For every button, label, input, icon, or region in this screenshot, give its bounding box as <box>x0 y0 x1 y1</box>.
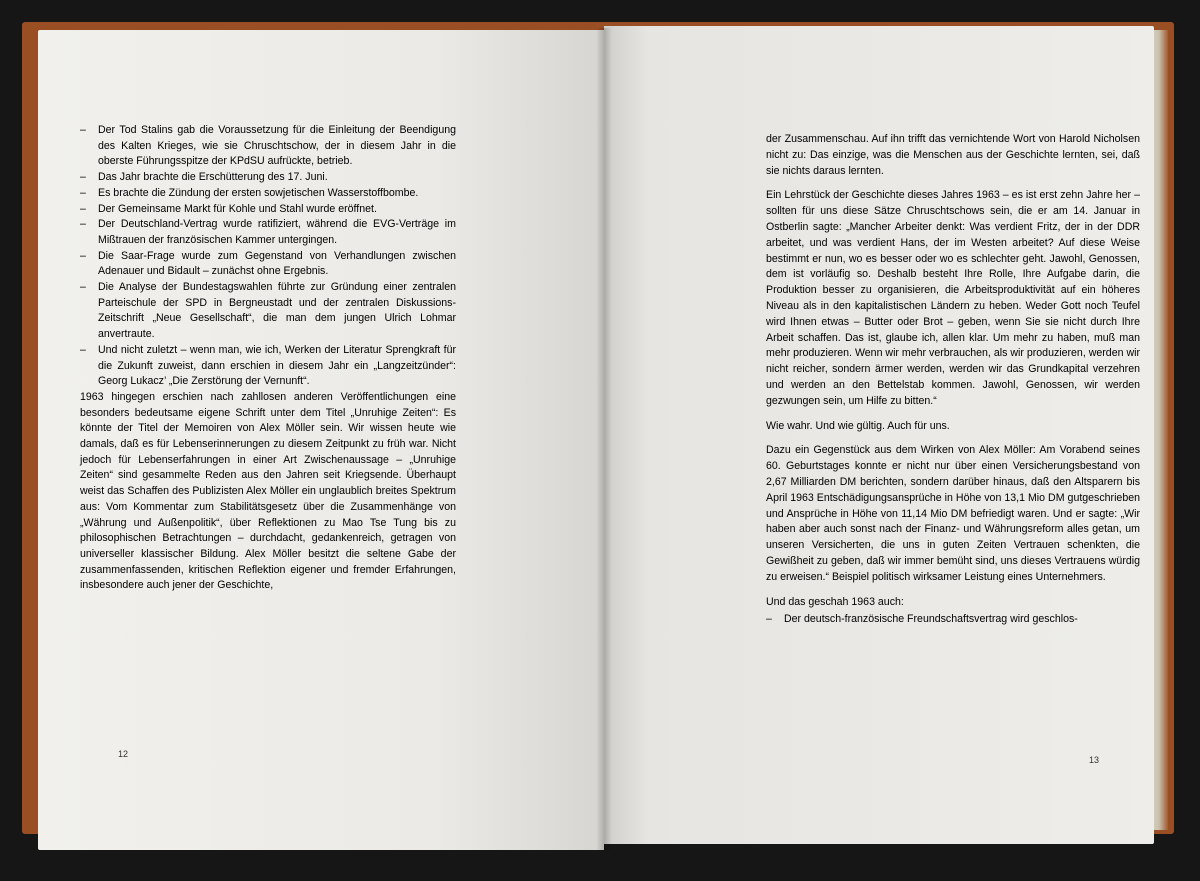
page-number-left: 12 <box>118 749 129 759</box>
body-paragraph: Wie wahr. Und wie gültig. Auch für uns. <box>766 419 950 432</box>
list-item: – Die Saar-Frage wurde zum Gegenstand von Verhandlungen zwischen Adenauer und Bidault – zunächst ohne Ergebnis. <box>80 249 456 278</box>
list-item: – Es brachte die Zündung der ersten sowjetischen Wasserstoffbombe. <box>80 186 419 199</box>
event-list <box>766 612 1140 628</box>
body-paragraph: Ein Lehrstück der Geschichte dieses Jahres 1963 – es ist erst zehn Jahre her – sollten für uns diese Sätze Chruschtschows sein, die er am 14. Januar in Ostberlin sagte: „Mancher Arbeiter denkt: Was verdient Fritz, der in der DDR arbeitet, und was verdient Hans, der im Westen arbeitet? Auf diese Weise bestimmt er nun, wo es besser oder wo es schlechter geht. Jawohl, Genossen, dem ist vorläufig so. Deshalb besteht Ihre Rolle, Ihre Aufgabe darin, die Produktion besser zu organisieren, die Arbeitsproduktivität auf ein höheres Niveau als in den kapitalistischen Ländern zu heben. Weder Gott noch Teufel wird Ihnen etwas – Butter oder Brot – geben, wenn Sie sie nicht durch Ihre Arbeit schaffen. Das ist, glaube ich, allen klar. Um mehr zu haben, muß man mehr produzieren. Wenn wir mehr verbrauchen, als wir produzieren, werden wir nicht reicher, sondern ärmer werden, werden wir das Grundkapital verzehren und werden an den Bettelstab kommen. Jawohl, Genossen, wir werden gezwungen sein, um Hilfe zu bitten.“ <box>766 189 1140 407</box>
body-paragraph: 1963 hingegen erschien nach zahllosen anderen Veröffentlichungen eine besonders bedeutsame eigene Schrift unter dem Titel „Unruhige Zeiten“: Es könnte der Titel der Memoiren von Alex Möller sein. Wir wissen heute wie damals, daß es für Lebenserinnerungen zu diesem Zeitpunkt zu früh war. Nicht jedoch für Lebenserfahrungen in einer Art Zwischenaussage – „Unruhige Zeiten“ sind gesammelte Reden aus den Jahren seit Kriegsende. Überhaupt weist das Schaffen des Publizisten Alex Möller ein unglaublich breites Spektrum aus: Vom Kommentar zum Stabilitätsgesetz über die Zusammenhänge von „Währung und Außenpolitik“, über Reflektionen zu Mao Tse Tung bis zu philosophischen Betrachtungen – durchdacht, gedankenreich, getragen von universeller klassischer Bildung. Alex Möller besitzt die seltene Gabe der zusammenfassenden, kritischen Reflektion eigener und fremder Erfahrungen, insbesondere auch jener der Geschichte, <box>80 390 456 592</box>
list-item: – Der Deutschland-Vertrag wurde ratifiziert, während die EVG-Verträge im Mißtrauen der französischen Kammer untergingen. <box>80 218 456 246</box>
page-number-right: 13 <box>1089 755 1100 765</box>
book-gutter <box>596 28 612 850</box>
list-item: – Der deutsch-französische Freundschaftsvertrag wird geschlos- <box>766 613 1078 626</box>
list-item: – Das Jahr brachte die Erschütterung des 17. Juni. <box>80 171 328 184</box>
list-item: – Der Gemeinsame Markt für Kohle und Stahl wurde eröffnet. <box>80 202 377 215</box>
body-paragraph: Dazu ein Gegenstück aus dem Wirken von Alex Möller: Am Vorabend seines 60. Geburtstages konnte er nicht nur über einen Versicherungsbestand von 2,67 Milliarden DM berichten, sondern darüber hinaus, daß den Altsparern bis April 1963 Entschädigungsansprüche in Höhe von 13,1 Mio DM gutgeschrieben und Ansprüche in Höhe von 11,14 Mio DM befriedigt waren. Und er sagte: „Wir haben aber auch sonst nach der Finanz- und Währungsreform alles getan, um unseren Versicherten, die uns in guten Zeiten Vertrauen schenkten, die Gewißheit zu geben, daß wir immer bemüht sind, uns dieses Vertrauens würdig zu erweisen.“ Beispiel politisch wirksamer Leistung eines Unternehmers. <box>766 444 1140 583</box>
list-item: – Der Tod Stalins gab die Voraussetzung für die Einleitung der Beendigung des Kalten Krieges, wie sie Chruschtschow, der in diesem Jahr in die oberste Führungsspitze der KPdSU aufrückte, betrieb. <box>80 124 456 168</box>
right-page-text <box>766 132 1140 628</box>
body-paragraph: Und das geschah 1963 auch: <box>766 595 904 608</box>
event-list <box>80 123 456 390</box>
list-item: – Die Analyse der Bundestagswahlen führte zur Gründung einer zentralen Parteischule der SPD in Bergneustadt und der zentralen Diskussions-Zeitschrift „Neue Gesellschaft“, die man dem jungen Ulrich Lohmar anvertraute. <box>80 281 456 341</box>
list-item: – Und nicht zuletzt – wenn man, wie ich, Werken der Literatur Sprengkraft für die Zukunft zuweist, dann erschien in diesem Jahr ein „Langzeitzünder“: Georg Lukacz’ „Die Zerstörung der Vernunft“. <box>80 343 456 388</box>
left-page-text <box>80 123 456 594</box>
body-paragraph: der Zusammenschau. Auf ihn trifft das vernichtende Wort von Harold Nicholsen nicht zu: Das einzige, was die Menschen aus der Geschichte lernten, sei, daß sie nichts daraus lernten. <box>766 133 1140 177</box>
